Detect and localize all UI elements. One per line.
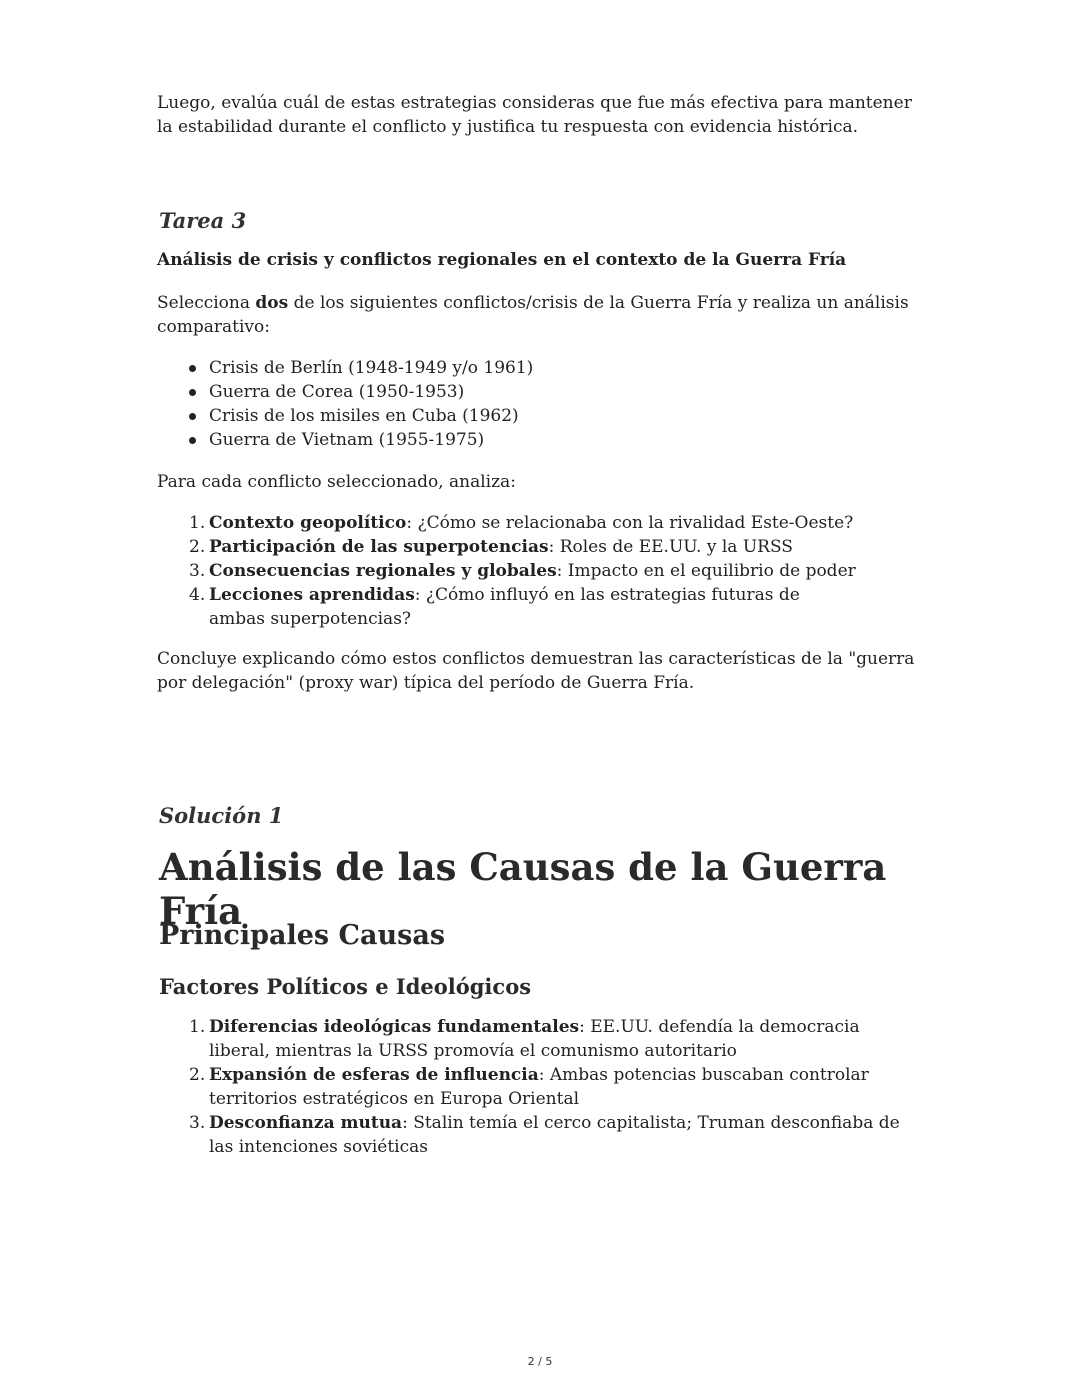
item-bold: Contexto geopolítico [209,513,407,533]
analyze-label: Para cada conflicto seleccionado, analiza: [157,472,516,492]
task-title: Análisis de crisis y conflictos regionales en el contexto de la Guerra Fría [157,250,847,270]
item-bold: Participación de las superpotencias [209,537,549,557]
task-label: Tarea 3 [159,208,247,233]
bullet-icon [189,413,196,420]
conflict-text: Crisis de los misiles en Cuba (1962) [209,406,519,426]
item-text: : ¿Cómo se relacionaba con la rivalidad Este-Oeste? [406,513,854,533]
solution-label: Solución 1 [159,803,284,828]
list-item [157,428,533,452]
conflict-text: Crisis de Berlín (1948-1949 y/o 1961) [209,358,534,378]
page-number: 2 / 5 [527,1355,553,1368]
subsection-heading: Factores Políticos e Ideológicos [159,974,532,999]
item-text: : Ambas potencias buscaban controlar territorios estratégicos en Europa Oriental [209,1065,869,1109]
list-item [157,1111,917,1159]
item-number: 4. [189,585,206,605]
section-heading: Principales Causas [159,920,446,951]
intro-paragraph: Luego, evalúa cuál de estas estrategias consideras que fue más efectiva para mantener la estabilidad durante el conflicto y justifica tu respuesta con evidencia histórica. [157,93,912,137]
select-instruction [157,291,917,339]
item-bold: Expansión de esferas de influencia [209,1065,539,1085]
analysis-list [157,511,857,631]
bullet-icon [189,389,196,396]
item-bold: Consecuencias regionales y globales [209,561,557,581]
item-text: : EE.UU. defendía la democracia liberal, mientras la URSS promovía el comunismo autoritario [209,1017,860,1061]
item-text: : Roles de EE.UU. y la URSS [548,537,793,557]
item-text: : Impacto en el equilibrio de poder [556,561,856,581]
list-item [157,559,857,583]
conflict-text: Guerra de Corea (1950-1953) [209,382,465,402]
select-bold: dos [255,293,289,313]
list-item [157,535,857,559]
item-bold: Diferencias ideológicas fundamentales [209,1017,580,1037]
conflict-list [157,356,533,452]
list-item [157,511,857,535]
item-number: 1. [189,1017,206,1037]
item-number: 2. [189,1065,206,1085]
list-item [157,583,857,631]
list-item [157,404,533,428]
item-bold: Lecciones aprendidas [209,585,415,605]
item-number: 3. [189,1113,206,1133]
bullet-icon [189,365,196,372]
list-item [157,380,533,404]
solution-heading: Análisis de las Causas de la Guerra Fría [159,845,887,933]
conflict-text: Guerra de Vietnam (1955-1975) [209,430,485,450]
select-post: de los siguientes conflictos/crisis de la Guerra Fría y realiza un análisis comparativo: [157,293,909,337]
list-item [157,1063,917,1111]
causes-list [157,1015,917,1159]
list-item [157,356,533,380]
item-bold: Desconfianza mutua [209,1113,403,1133]
bullet-icon [189,437,196,444]
conclude-paragraph: Concluye explicando cómo estos conflictos demuestran las características de la "guerra por delegación" (proxy war) típica del período de Guerra Fría. [157,649,915,693]
item-text: : Stalin temía el cerco capitalista; Truman desconfiaba de las intenciones soviéticas [209,1113,900,1157]
select-pre: Selecciona [157,293,256,313]
item-number: 2. [189,537,206,557]
item-text: : ¿Cómo influyó en las estrategias futuras de ambas superpotencias? [209,585,800,629]
list-item [157,1015,917,1063]
item-number: 1. [189,513,206,533]
item-number: 3. [189,561,206,581]
